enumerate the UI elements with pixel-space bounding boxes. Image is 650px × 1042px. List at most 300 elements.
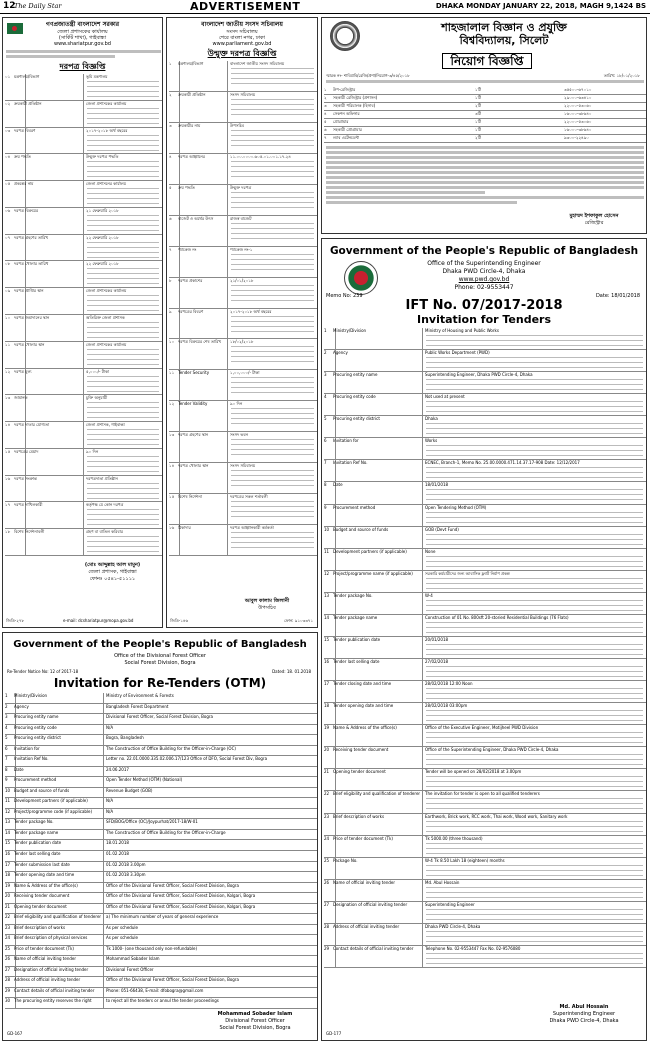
table-row: [5, 851, 317, 862]
row-label: ক্রয় পদ্ধতি: [178, 184, 195, 190]
row-value: Superintending Engineer: [425, 901, 475, 907]
text-line: [87, 483, 159, 484]
signer-office: Dhaka PWD Circle-4, Dhaka: [549, 1018, 619, 1024]
row-value: Letter no. 22.01.0000.335.02.006.17/123 Office of DFO, Social Forest Div, Bogra: [106, 756, 268, 762]
row-number: 2: [324, 350, 327, 356]
text-line: [231, 145, 314, 146]
signer-title: Divisional Forest Officer: [225, 1018, 285, 1024]
text-line: [87, 252, 159, 253]
row-number: 12: [5, 808, 11, 814]
text-line: [87, 541, 159, 542]
table-row: [5, 746, 317, 757]
row-value: 27/02/2018: [425, 659, 449, 665]
text-line: [87, 283, 159, 284]
text-line: [231, 501, 314, 502]
row-number: 15: [324, 636, 330, 642]
row-number: 29: [324, 945, 330, 951]
ad-code: জিডি-২৭৮: [6, 618, 25, 623]
ad-subtitle-2: (সার্কিট শাখা), গাইবান্ধা: [58, 35, 107, 41]
row-number: 27: [5, 966, 11, 972]
row-label: বিশেষ নির্দেশনাবলী: [14, 529, 45, 535]
row-salary: ২২০০০-৫৩০৬০: [564, 103, 592, 108]
text-line: [87, 198, 159, 199]
ad-website[interactable]: www.pwd.gov.bd: [458, 276, 510, 283]
row-value: ১,০০,০০০/- টাকা: [230, 370, 260, 376]
row-value: ১১.০০.০০০০.৬০৫.০১.০০১.১৭.২৪: [230, 153, 291, 159]
table-row: [5, 830, 317, 841]
table-row: [5, 777, 317, 788]
row-number: ১২: [169, 401, 175, 407]
table-row: [5, 369, 162, 396]
text-line: [231, 346, 314, 347]
text-line: [231, 511, 314, 512]
row-label: Invitation for: [333, 438, 359, 444]
text-line: [231, 377, 314, 378]
text-line: [231, 202, 314, 203]
row-label: বিশেষ নির্দেশনা: [178, 494, 202, 500]
text-line: [426, 808, 643, 809]
text-line: [231, 300, 314, 301]
text-line: [87, 257, 159, 258]
table-row: [324, 527, 646, 549]
ad-office: Office of the Superintending Engineer: [427, 260, 541, 267]
table-row: [324, 880, 646, 902]
row-number: 8: [324, 482, 327, 488]
row-label: Budget and source of funds: [14, 787, 70, 793]
table-row: [5, 893, 317, 904]
signer-name: আবুল কালাম জিলানী: [244, 598, 290, 604]
text-line: [426, 776, 643, 777]
row-number: 6: [5, 745, 8, 751]
text-line: [87, 242, 159, 243]
row-number: ০১: [5, 74, 11, 79]
row-value: Not used at present: [425, 394, 465, 400]
row-number: ০৭: [5, 234, 11, 240]
row-value: Tk 5000.00 (three thousand): [425, 835, 483, 841]
tender-table: [3, 693, 318, 1009]
row-label: সহকারী রেজিস্ট্রার (প্রশাসন): [333, 95, 378, 100]
row-value: ২০১৭-২০১৮ অর্থ বছরের: [230, 308, 272, 314]
text-line: [87, 364, 159, 365]
text-line: [426, 715, 643, 716]
ad-heading: দরপত্র বিজ্ঞপ্তি: [59, 62, 106, 71]
ad-website[interactable]: www.parliament.gov.bd: [212, 41, 272, 47]
row-number: 4: [5, 724, 8, 730]
text-line: [87, 278, 159, 279]
row-label: Designation of official inviting tender: [333, 901, 408, 907]
university-logo-icon: [330, 21, 360, 51]
text-line: [426, 411, 643, 412]
text-line: [231, 418, 314, 419]
row-value: সংসদ ভবন: [230, 432, 248, 438]
text-line: [231, 78, 314, 79]
row-value: জেলা প্রশাসকের কার্যালয়: [86, 341, 127, 347]
text-line: [87, 332, 159, 333]
row-label: Opening tender document: [333, 769, 386, 775]
row-value: N/A: [106, 724, 114, 730]
text-line: [426, 688, 643, 689]
table-row: [169, 401, 317, 432]
row-label: Procuring entity name: [14, 714, 59, 720]
text-line: [426, 345, 643, 346]
row-value: রাজস্ব বাজেট: [230, 215, 252, 221]
row-label: দরপত্র দাতার যোগ্যতা: [14, 422, 50, 428]
row-label: দরপত্র আহ্বানের: [178, 153, 205, 159]
text-line: [87, 215, 159, 216]
row-value: 01.02.2018 3.30pm: [106, 872, 146, 878]
row-number: ৫: [169, 184, 172, 190]
table-row: [324, 119, 646, 127]
ad-date: তারিখ: ১৮/০১/২০১৮: [603, 73, 640, 78]
text-line: [426, 875, 643, 876]
text-line: [426, 848, 643, 849]
row-label: দরপত্রের বিবরণ: [178, 308, 204, 314]
row-salary: ১৬০০০-৩৮৬৪০: [564, 127, 592, 132]
row-number: ০৯: [5, 288, 11, 294]
row-label: Tender last selling date: [14, 851, 61, 856]
row-number: ৯: [169, 308, 172, 314]
text-line: [231, 135, 314, 136]
row-label: Development partners (if applicable): [14, 798, 88, 804]
row-number: ৩: [324, 103, 327, 108]
table-row: [324, 836, 646, 858]
table-row: [5, 101, 162, 128]
row-value: 20/01/2018: [425, 636, 449, 642]
row-number: ০৪: [5, 154, 11, 160]
text-line: [87, 220, 159, 221]
row-value: দরপত্র আহ্বানকারী কর্মকর্তা: [230, 525, 274, 531]
text-line: [231, 470, 314, 471]
text-line: [426, 610, 643, 611]
row-number: ১৪: [169, 463, 175, 469]
text-line: [87, 135, 159, 136]
text-line: [87, 161, 159, 162]
text-line: [426, 732, 643, 733]
ad-sust-recruitment: [321, 17, 647, 234]
text-line: [231, 207, 314, 208]
text-line: [231, 109, 314, 110]
row-number: 18: [324, 703, 330, 709]
row-number: 2: [5, 703, 8, 709]
page-number: 12: [3, 1, 16, 11]
row-label: Name & Address of the office(s): [333, 725, 397, 731]
text-line: [426, 803, 643, 804]
ad-website[interactable]: www.shariatpur.gov.bd: [54, 41, 111, 47]
table-row: [5, 128, 162, 155]
text-line: [426, 720, 643, 721]
text-line: [426, 539, 643, 540]
ad-subtitle-2: শেরে বাংলা নগর, ঢাকা: [219, 35, 265, 41]
row-label: Brief description of works: [14, 924, 66, 930]
table-row: [5, 914, 317, 925]
row-value: W-4 Tk 8.50 Lakh 18 (eighteen) months: [425, 857, 505, 863]
text-line: [87, 327, 159, 328]
table-row: [324, 135, 646, 143]
row-number: 9: [5, 777, 8, 783]
row-value: Revenue Budget (GOB): [106, 787, 153, 793]
text-line: [231, 382, 314, 383]
text-line: [426, 671, 643, 672]
row-number: 11: [324, 548, 330, 554]
row-number: ১৩: [169, 432, 175, 438]
ad-gaibandha-tender: [2, 17, 163, 628]
text-line: [231, 295, 314, 296]
text-line: [87, 113, 159, 114]
row-value: ২টি: [475, 103, 481, 108]
row-number: ৭: [169, 246, 172, 252]
text-line: [426, 963, 643, 964]
row-label: Address of official inviting tender: [14, 977, 81, 983]
table-row: [169, 61, 317, 92]
row-label: Address of official inviting tender: [333, 923, 400, 929]
text-line: [87, 381, 159, 382]
row-label: Brief eligibility and qualification of tenderer: [14, 914, 102, 920]
text-line: [426, 499, 643, 500]
ad-email[interactable]: e-mail: dcshariatpur@mopa.gov.bd: [63, 618, 134, 623]
table-row: [169, 123, 317, 154]
text-line: [426, 676, 643, 677]
row-label: Project/programme code (if applicable): [14, 808, 93, 814]
table-row: [5, 693, 317, 704]
table-row: [5, 883, 317, 894]
row-label: মন্ত্রণালয়/বিভাগ: [178, 61, 204, 66]
table-row: [5, 449, 162, 476]
row-number: 6: [324, 438, 327, 444]
row-label: Agency: [14, 703, 29, 709]
signer-office: Social Forest Division, Bogra: [219, 1025, 291, 1031]
row-value: 01.02.2018: [106, 851, 129, 856]
row-value: উপসচিব: [230, 122, 245, 128]
row-value: ২০১৭-২০১৮ অর্থ বছরের: [86, 127, 128, 133]
row-value: সংসদ সচিবালয়: [230, 463, 256, 469]
table-row: [5, 788, 317, 799]
text-line: [231, 321, 314, 322]
tender-table: [167, 61, 318, 556]
text-line: [87, 376, 159, 377]
row-value: SFD/BOG/Office (OC)/Joypurhat/2017-18/W-01: [106, 819, 198, 825]
row-label: Tender Security: [178, 370, 210, 376]
row-label: Agency: [333, 350, 348, 356]
table-row: [5, 422, 162, 449]
table-row: [5, 502, 162, 529]
row-value: Divisional Forest Officer, Social Forest Division, Bogra: [106, 714, 213, 720]
table-row: [324, 902, 646, 924]
text-line: [426, 786, 643, 787]
row-value: Bogra, Bangladesh: [106, 735, 144, 741]
table-row: [324, 769, 646, 791]
text-line: [87, 471, 159, 472]
row-number: 20: [324, 747, 330, 753]
row-number: ৮: [169, 277, 172, 283]
row-label: দরপত্র খোলার তারিখ: [14, 261, 49, 267]
row-number: ৩: [169, 122, 172, 128]
table-row: [169, 463, 317, 494]
text-line: [231, 140, 314, 141]
text-line: [87, 118, 159, 119]
row-label: দরপত্র সংক্রান্ত: [14, 475, 37, 481]
row-value: GOB (Devt Fund): [425, 526, 459, 532]
row-label: Brief description of physical services: [14, 935, 88, 941]
memo-no: Memo No: 239: [326, 293, 363, 299]
row-label: Tender submission last date: [14, 861, 70, 867]
text-line: [426, 401, 643, 402]
row-number: ২: [169, 91, 172, 97]
row-number: 22: [324, 791, 330, 797]
signer-title: Superintending Engineer: [552, 1011, 616, 1017]
table-row: [324, 95, 646, 103]
text-line: [231, 506, 314, 507]
table-row: [5, 925, 317, 936]
text-line: [231, 197, 314, 198]
table-row: [324, 350, 646, 372]
signer-name: Md. Abul Hossain: [559, 1004, 609, 1010]
ad-heading: Invitation for Re-Tenders (OTM): [53, 676, 267, 690]
table-row: [5, 977, 317, 988]
text-line: [426, 798, 643, 799]
text-line: [87, 273, 159, 274]
table-row: [169, 247, 317, 278]
row-value: Construction of 01 No. 800sft 20-storied Residential Buildings (76 Flats): [425, 614, 569, 620]
posts-table: [322, 87, 647, 143]
row-number: 16: [324, 659, 330, 665]
table-row: [169, 432, 317, 463]
table-row: [324, 372, 646, 394]
text-line: [426, 919, 643, 920]
text-line: [87, 86, 159, 87]
text-line: [87, 322, 159, 323]
text-line: [87, 337, 159, 338]
text-line: [87, 81, 159, 82]
text-line: [87, 96, 159, 97]
text-line: [426, 423, 643, 424]
text-line: [426, 853, 643, 854]
text-line: [87, 166, 159, 167]
row-label: Tender closing date and time: [333, 681, 392, 687]
text-line: [426, 561, 643, 562]
ad-conditions-lines: [326, 146, 644, 204]
row-value: 18.01.2018: [106, 840, 129, 846]
table-row: [5, 261, 162, 288]
row-number: 19: [5, 882, 11, 888]
row-value: ৩টি: [475, 111, 481, 116]
table-row: [169, 339, 317, 370]
row-number: 17: [324, 681, 330, 687]
text-line: [426, 654, 643, 655]
row-label: মন্ত্রণালয়/বিভাগ: [14, 74, 40, 79]
text-line: [231, 326, 314, 327]
text-line: [426, 941, 643, 942]
row-number: ৪: [324, 111, 327, 116]
text-line: [426, 556, 643, 557]
text-line: [426, 649, 643, 650]
ad-code: জিডি-১৪৬: [170, 618, 189, 623]
row-value: ১টি: [475, 119, 481, 124]
row-label: Price of tender document (Tk): [14, 945, 74, 951]
text-line: [231, 171, 314, 172]
row-value: 28/02/2018 12:00 Noon: [425, 681, 473, 687]
table-row: [324, 681, 646, 703]
row-number: ১৫: [169, 494, 175, 500]
row-value: As per schedule: [106, 935, 138, 941]
text-line: [87, 305, 159, 306]
row-value: N/A: [106, 798, 114, 804]
row-label: সেকশন অফিসার: [333, 111, 360, 116]
text-line: [87, 434, 159, 435]
row-number: ১: [324, 87, 327, 92]
text-line: [426, 583, 643, 584]
row-number: 12: [324, 570, 330, 576]
row-label: সহকারী প্রোগ্রামার: [333, 127, 362, 132]
row-label: ক্রয় পদ্ধতি: [14, 154, 31, 160]
table-row: [324, 127, 646, 135]
row-number: 22: [5, 914, 11, 920]
text-line: [231, 161, 314, 162]
row-number: 18: [5, 872, 11, 878]
text-line: [87, 140, 159, 141]
row-label: Procurement method: [14, 777, 57, 783]
row-label: Tender opening date and time: [333, 703, 394, 709]
text-line: [426, 909, 643, 910]
text-line: [231, 166, 314, 167]
row-label: Receiving tender document: [14, 893, 70, 899]
row-value: জেলা প্রশাসনের কার্যালয়: [86, 181, 126, 187]
row-value: a) The minimum number of years of general experience: [106, 914, 219, 920]
row-number: 1: [324, 328, 327, 333]
row-value: ভূমি মন্ত্রণালয়: [86, 74, 108, 79]
text-line: [426, 489, 643, 490]
row-label: দরপত্র খোলার স্থান: [178, 463, 209, 469]
table-row: [5, 476, 162, 503]
table-row: [169, 216, 317, 247]
text-line: [231, 408, 314, 409]
table-row: [324, 725, 646, 747]
text-line: [426, 340, 643, 341]
text-line: [426, 522, 643, 523]
text-line: [87, 247, 159, 248]
row-number: 24: [324, 835, 330, 841]
text-line: [231, 361, 314, 362]
ad-reference: স্মারক নং- শাবিপ্রবি/রেজি/প্রশা/নিয়োগ-৩/৪৫/২০১৮: [326, 73, 410, 78]
row-value: অতিরিক্ত জেলা প্রশাসক: [86, 315, 125, 320]
table-row: [324, 814, 646, 836]
row-number: ২: [324, 95, 327, 100]
row-label: দরপত্রের মেয়াদ: [14, 448, 39, 454]
table-row: [5, 235, 162, 262]
row-number: 15: [5, 840, 11, 846]
row-label: Budget and source of funds: [333, 526, 389, 532]
text-line: [87, 407, 159, 408]
signer-phone: ফোনঃ ০৫৪১-৫১১১১: [89, 576, 136, 582]
table-row: [5, 998, 317, 1009]
row-value: জেলা প্রশাসক, গাইবান্ধা: [86, 422, 125, 428]
row-label: Tender package name: [14, 829, 59, 835]
table-row: [324, 571, 646, 593]
row-value: দরপত্রদাতা প্রতিষ্ঠান: [86, 475, 118, 481]
text-line: [231, 542, 314, 543]
row-value: 18/01/2018: [425, 482, 449, 488]
text-line: [426, 958, 643, 959]
text-line: [426, 831, 643, 832]
text-line: [426, 517, 643, 518]
row-value: Office of the Divisional Forest Officer, Social Forest Division, Kolgari, Bogra: [106, 903, 256, 909]
table-row: [5, 208, 162, 235]
ad-forest-retender: [2, 632, 318, 1041]
table-row: [5, 181, 162, 208]
row-label: দরপত্র প্রাপ্তির স্থান: [14, 288, 44, 294]
text-line: [231, 259, 314, 260]
ad-pwd-tender: [321, 238, 647, 1041]
table-row: [324, 394, 646, 416]
